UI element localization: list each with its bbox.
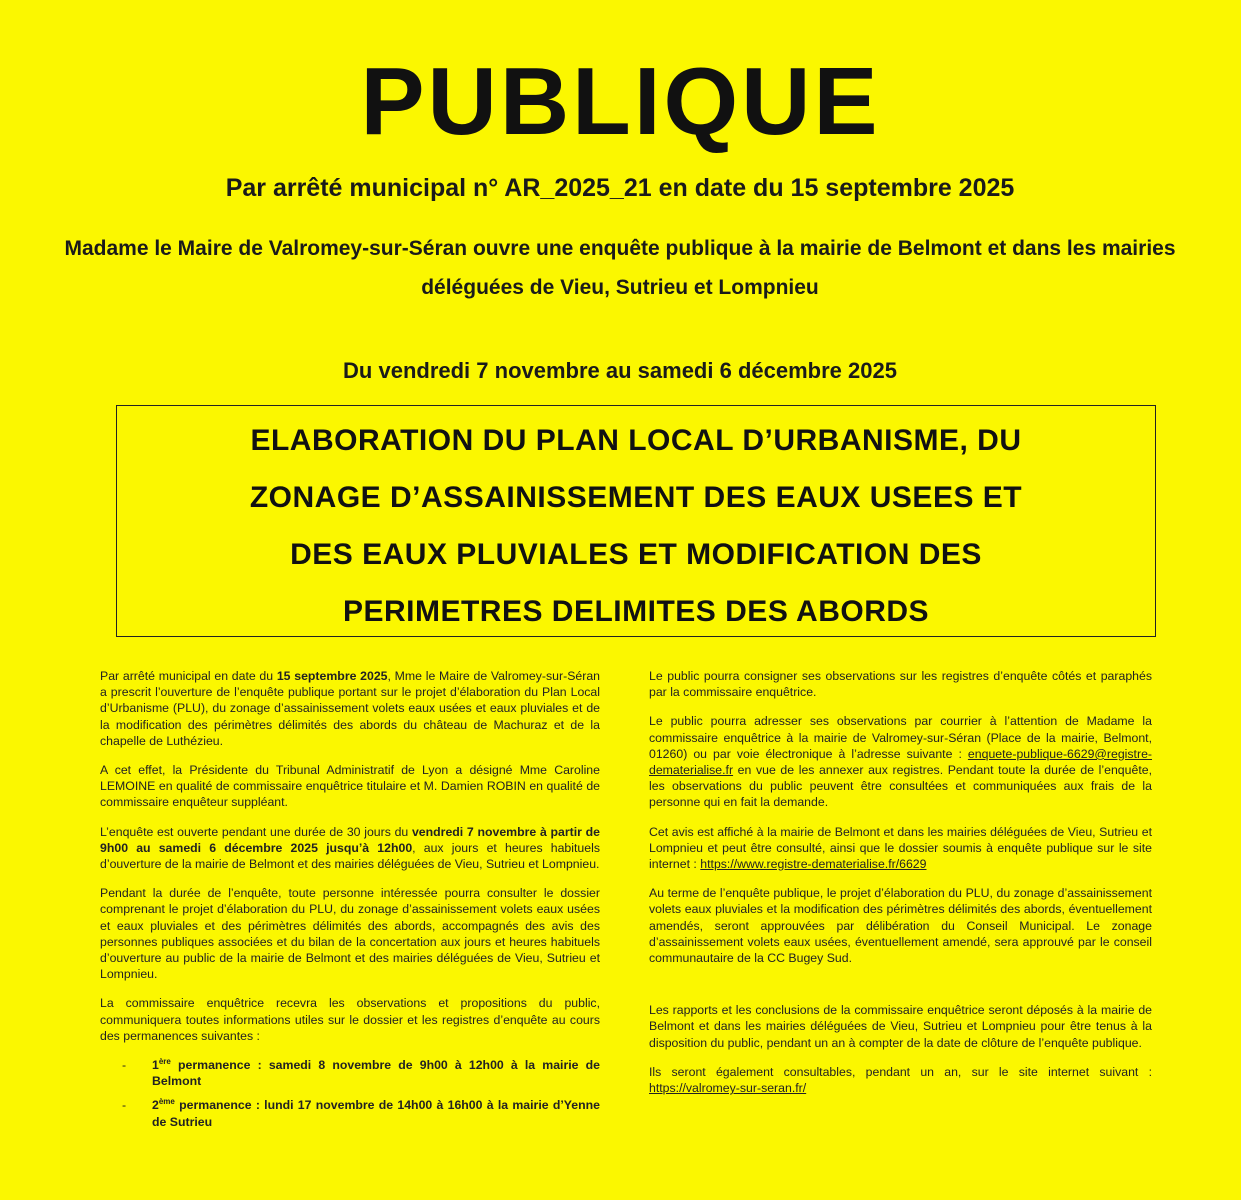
registre-link[interactable]: https://www.registre-dematerialise.fr/6629 bbox=[700, 857, 927, 872]
page-title: PUBLIQUE bbox=[360, 48, 881, 155]
paragraph-permanences-intro: La commissaire enquêtrice recevra les observations et propositions du public, communiquera toutes informations utiles sur le dossier et les registres d’enquête au cours des permanences suivantes : bbox=[100, 996, 600, 1043]
paragraph-registers: Le public pourra consigner ses observations sur les registres d’enquête côtés et paraphés par la commissaire enquêtrice. bbox=[649, 669, 1152, 700]
paragraph-reports: Les rapports et les conclusions de la commissaire enquêtrice seront déposés à la mairie de Belmont et dans les mairies déléguées de Vieu, Sutrieu et Lompnieu pour être tenus à la disposition du public, pendant un an à compter de la date de clôture de l’enquête publique. bbox=[649, 1003, 1152, 1050]
right-column bbox=[649, 668, 1152, 1109]
arrete-reference: Par arrêté municipal n° AR_2025_21 en date du 15 septembre 2025 bbox=[225, 174, 1015, 202]
paragraph-consultation: Pendant la durée de l’enquête, toute personne intéressée pourra consulter le dossier comprenant le projet d’élaboration du PLU, du zonage d’assainissement volets eaux usées et eaux pluviales et des périmètres délimités des abords, accompagnés des avis des personnes publiques associées et du bilan de la concertation aux jours et heures habituels d’ouverture au public de la mairie de Belmont et des mairies déléguées de Vieu, Sutrieu et Lompnieu. bbox=[100, 886, 600, 982]
left-column bbox=[100, 668, 600, 1138]
subject-box: ELABORATION DU PLAN LOCAL D’URBANISME, DU ZONAGE D’ASSAINISSEMENT DES EAUX USEES ET DES EAUX PLUVIALES ET MODIFICATION DES PERIMETRES DELIMITES DES ABORDS bbox=[116, 405, 1156, 637]
paragraph-commissioners: A cet effet, la Présidente du Tribunal Administratif de Lyon a désigné Mme Caroline LEMOINE en qualité de commissaire enquêtrice titulaire et M. Damien ROBIN en qualité de commissaire enquêteur suppléant. bbox=[100, 763, 601, 810]
list-item: - 1ère permanence : samedi 8 novembre de 9h00 à 12h00 à la mairie de Belmont bbox=[122, 1056, 600, 1089]
email-link[interactable]: enquete-publique-6629@registre-dematerialise.fr bbox=[649, 746, 1152, 778]
paragraph-duration: L’enquête est ouverte pendant une durée de 30 jours du vendredi 7 novembre à partir de 9h00 au samedi 6 décembre 2025 jusqu’à 12h00, aux jours et heures habituels d’ouverture de la mairie de Belmont et des mairies déléguées de Vieu, Sutrieu et Lompnieu. bbox=[100, 824, 600, 872]
website-link[interactable]: https://valromey-sur-seran.fr/ bbox=[649, 1081, 807, 1096]
enquiry-dates: Du vendredi 7 novembre au samedi 6 décembre 2025 bbox=[343, 358, 897, 383]
opening-announcement: Madame le Maire de Valromey-sur-Séran ouvre une enquête publique à la mairie de Belmont et dans les mairies déléguées de Vieu, Sutrieu et Lompnieu bbox=[64, 237, 1176, 299]
paragraph-prescription: Par arrêté municipal en date du 15 septembre 2025, Mme le Maire de Valromey-sur-Séran a prescrit l’ouverture de l’enquête publique portant sur le projet d’élaboration du Plan Local d’Urbanisme (PLU), du zonage d’assainissement volets eaux usées et eaux pluviales et de la modification des périmètres délimités des abords du château de Machuraz et de la chapelle de Luthézieu. bbox=[100, 669, 601, 748]
paragraph-posting: Cet avis est affiché à la mairie de Belmont et dans les mairies déléguées de Vieu, Sutrieu et Lompnieu et peut être consulté, ainsi que le dossier soumis à enquête publique sur le site internet : https://www.registre-dematerialise.fr/6629 bbox=[649, 824, 1152, 872]
paragraph-approval: Au terme de l’enquête publique, le projet d’élaboration du PLU, du zonage d’assainissement volets eaux pluviales et la modification des périmètres délimités des abords, éventuellement amendés, seront approuvées par délibération du Conseil Municipal. Le zonage d’assainissement volets eaux usées, éventuellement amendé, sera approuvé par le conseil communautaire de la CC Bugey Sud. bbox=[649, 886, 1152, 966]
list-item: - 2ème permanence : lundi 17 novembre de 14h00 à 16h00 à la mairie d’Yenne de Sutrieu bbox=[122, 1097, 600, 1129]
permanences-list bbox=[100, 1057, 600, 1130]
paragraph-website: Ils seront également consultables, pendant un an, sur le site internet suivant : https://valromey-sur-seran.fr/ bbox=[649, 1064, 1152, 1096]
paragraph-correspondence: Le public pourra adresser ses observations par courrier à l’attention de Madame la commissaire enquêtrice à la mairie de Valromey-sur-Séran (Place de la mairie, Belmont, 01260) ou par voie électronique à l’adresse suivante : enquete-publique-6629@registre-dematerialise.fr en vue de les annexer aux registres. Pendant toute la durée de l’enquête, les observations du public peuvent être consultées et communiquées aux frais de la personne qui en fait la demande. bbox=[649, 714, 1152, 810]
